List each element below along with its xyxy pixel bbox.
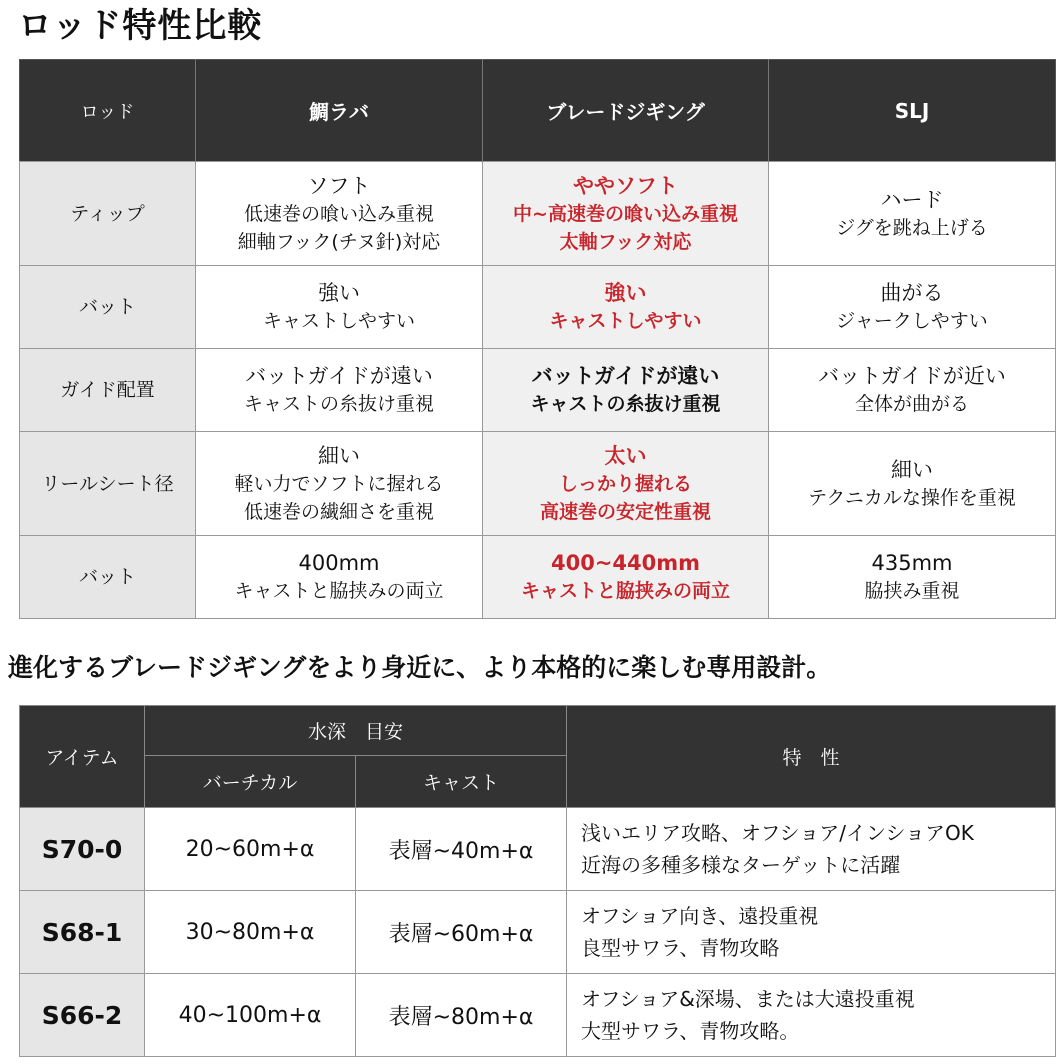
feature-line: 浅いエリア攻略、オフショア/インショアOK (581, 821, 974, 845)
comparison-row-guide (20, 349, 1056, 432)
header-cast: キャスト (356, 756, 567, 808)
comparison-row-tip (20, 162, 1056, 266)
cell-line: キャストの糸抜け重視 (243, 393, 434, 415)
cell-line: 曲がる (880, 281, 944, 305)
header-depth-guide: 水深 目安 (145, 706, 567, 756)
cell-line: 中~高速巻の喰い込み重視 (513, 202, 738, 225)
cell-line: キャストの糸抜け重視 (530, 393, 721, 415)
cell-line: ややソフト (573, 173, 678, 198)
cell-line: 高速巻の安定性重視 (539, 500, 711, 523)
model-name: S68-1 (20, 891, 145, 974)
cell-line: 太い (604, 443, 647, 468)
feature-line: 大型サワラ、青物攻略。 (581, 1019, 800, 1043)
cell-line: 細い (891, 457, 933, 482)
feature-line: オフショア向き、遠投重視 (581, 904, 819, 928)
cell-line: 400mm (298, 551, 380, 575)
cell-line: キャストと脇挟みの両立 (234, 580, 444, 602)
section-subtitle: 進化するブレードジギングをより身近に、より本格的に楽しむ専用設計。 (8, 653, 832, 682)
feature-cell (567, 974, 1056, 1057)
cell-line: 太軸フック対応 (559, 230, 692, 253)
row-label: バット (20, 536, 196, 619)
cell-line: ハード (880, 187, 944, 212)
cast-depth: 表層~40m+α (356, 808, 567, 891)
blade-cell (483, 349, 769, 432)
model-name: S66-2 (20, 974, 145, 1057)
items-header-row-1 (20, 706, 1056, 756)
cell-line: 細軸フック(チヌ針)対応 (237, 230, 441, 253)
page-title: ロッド特性比較 (18, 6, 263, 46)
row-label: ガイド配置 (20, 349, 196, 432)
cell-line: キャストしやすい (549, 310, 702, 332)
header-vertical: バーチカル (145, 756, 356, 808)
cell-line: ジグを跳ね上げる (836, 216, 988, 239)
cell-line: 脇挟み重視 (864, 580, 960, 602)
header-item: アイテム (20, 706, 145, 808)
item-spec-table (19, 705, 1056, 1057)
header-feature: 特 性 (567, 706, 1056, 808)
slj-cell (769, 349, 1056, 432)
header-blade-jigging: ブレードジギング (483, 60, 769, 162)
header-tairaba: 鯛ラバ (196, 60, 483, 162)
feature-line: 良型サワラ、青物攻略 (581, 936, 780, 960)
blade-cell (483, 432, 769, 536)
cell-line: 400~440mm (550, 551, 701, 575)
cell-line: キャストしやすい (262, 310, 415, 332)
cell-line: バットガイドが遠い (531, 364, 720, 388)
slj-cell (769, 536, 1056, 619)
row-label: ティップ (20, 162, 196, 266)
feature-line: 近海の多種多様なターゲットに活躍 (581, 853, 901, 877)
tairaba-cell (196, 432, 483, 536)
table-row (20, 891, 1056, 974)
feature-cell (567, 808, 1056, 891)
vertical-depth: 40~100m+α (145, 974, 356, 1057)
comparison-row-butt-length (20, 536, 1056, 619)
blade-cell (483, 536, 769, 619)
tairaba-cell (196, 266, 483, 349)
cell-line: テクニカルな操作を重視 (808, 486, 1016, 509)
row-label: バット (20, 266, 196, 349)
tairaba-cell (196, 536, 483, 619)
slj-cell (769, 162, 1056, 266)
comparison-row-butt (20, 266, 1056, 349)
feature-cell (567, 891, 1056, 974)
header-rod: ロッド (20, 60, 196, 162)
feature-line: オフショア&深場、または大遠投重視 (581, 987, 915, 1011)
cell-line: しっかり握れる (558, 472, 692, 495)
comparison-header-row (20, 60, 1056, 162)
tairaba-cell (196, 162, 483, 266)
cast-depth: 表層~80m+α (356, 974, 567, 1057)
cell-line: 細い (318, 443, 360, 468)
cell-line: ジャークしやすい (836, 310, 988, 332)
cell-line: 軽い力でソフトに握れる (234, 472, 444, 495)
table-row (20, 808, 1056, 891)
row-label: リールシート径 (20, 432, 196, 536)
cell-line: バットガイドが近い (818, 364, 1006, 388)
tairaba-cell (196, 349, 483, 432)
header-slj: SLJ (769, 60, 1056, 162)
cell-line: 強い (318, 281, 360, 305)
table-row (20, 974, 1056, 1057)
cell-line: 強い (604, 281, 647, 305)
cell-line: ソフト (307, 173, 371, 198)
slj-cell (769, 432, 1056, 536)
cell-line: バットガイドが遠い (245, 364, 433, 388)
rod-comparison-table (19, 59, 1056, 619)
vertical-depth: 30~80m+α (145, 891, 356, 974)
blade-cell (483, 266, 769, 349)
comparison-row-reel-seat (20, 432, 1056, 536)
cell-line: 低速巻の繊細さを重視 (243, 500, 434, 523)
cell-line: 低速巻の喰い込み重視 (243, 202, 434, 225)
cell-line: キャストと脇挟みの両立 (520, 580, 730, 602)
cell-line: 全体が曲がる (854, 393, 969, 415)
model-name: S70-0 (20, 808, 145, 891)
vertical-depth: 20~60m+α (145, 808, 356, 891)
cell-line: 435mm (871, 551, 953, 575)
blade-cell (483, 162, 769, 266)
slj-cell (769, 266, 1056, 349)
cast-depth: 表層~60m+α (356, 891, 567, 974)
